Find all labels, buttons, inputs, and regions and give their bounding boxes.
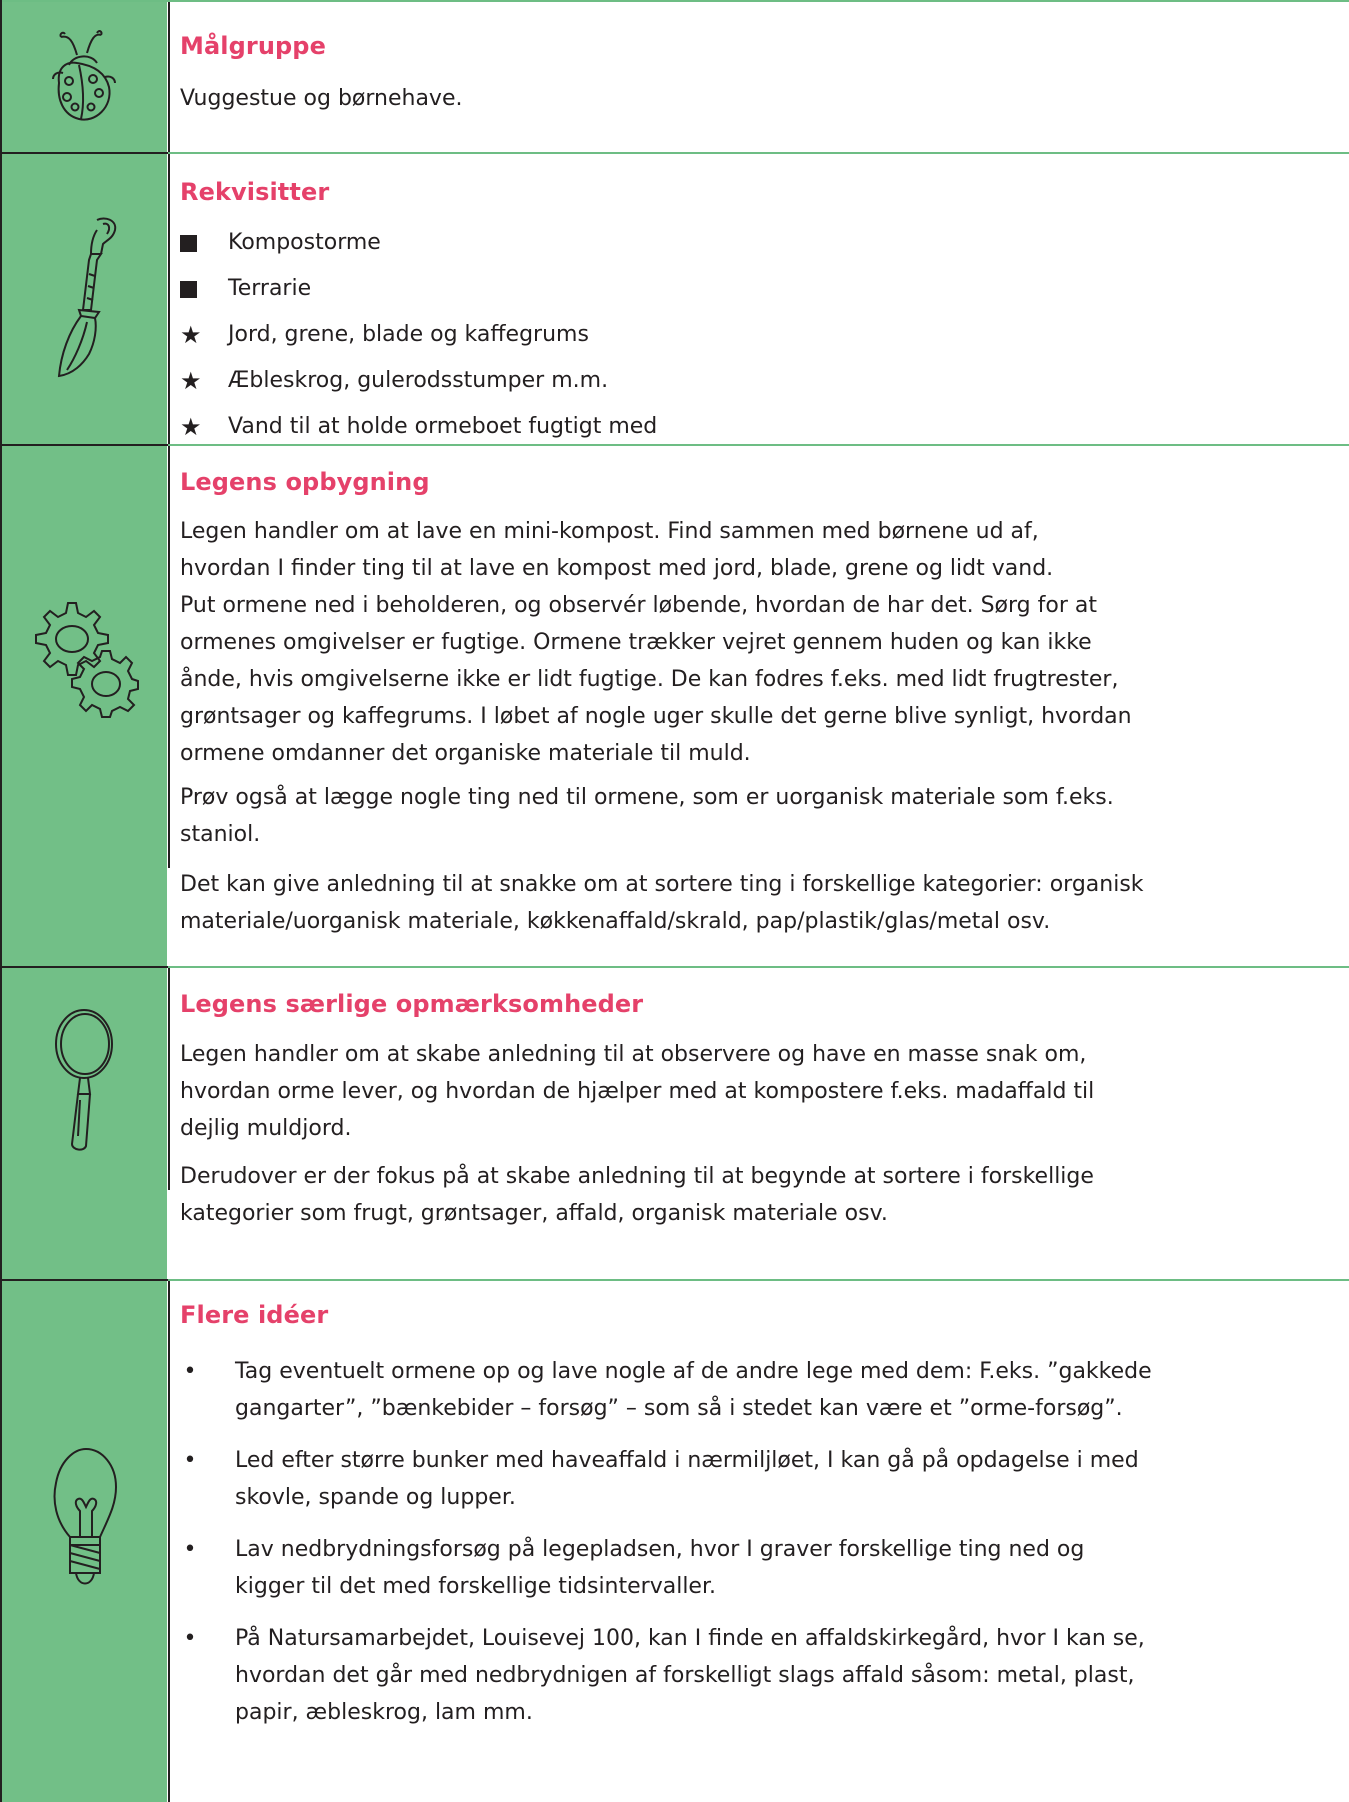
list-item: • Led efter større bunker med haveaffald i nærmiljløet, I kan gå på opdagelse i med skovle, spande og lupper.	[180, 1442, 1345, 1516]
bullet-icon: •	[183, 1448, 197, 1473]
ladybug-icon	[2, 2, 167, 152]
light-bulb-icon	[2, 1281, 167, 1761]
section-opbygning	[0, 446, 1349, 934]
section-ideer	[0, 1281, 1349, 1802]
square-bullet-icon	[180, 281, 208, 298]
section-content	[168, 446, 1349, 934]
bullet-icon: •	[183, 1626, 197, 1651]
section-opmaerksomheder	[0, 968, 1349, 1226]
paragraph: Derudover er der fokus på at skabe anledning til at begynde at sortere i forskellige kategorier som frugt, grøntsager, affald, organisk materiale osv.	[180, 1164, 1094, 1226]
section-heading: Legens særlige opmærksomheder	[180, 990, 644, 1018]
section-heading: Rekvisitter	[180, 178, 330, 206]
paragraph: Legen handler om at skabe anledning til at observere og have en masse snak om, hvordan orme lever, og hvordan de hjælper med at kompostere f.eks. madaffald til dejlig muldjord.	[180, 1042, 1095, 1141]
star-bullet-icon: ★	[180, 413, 202, 441]
star-bullet-icon: ★	[180, 367, 202, 395]
section-content	[168, 2, 1349, 152]
bullet-icon: •	[183, 1537, 197, 1562]
section-text: Vuggestue og børnehave.	[180, 86, 463, 111]
list-item: Terrarie	[180, 274, 311, 304]
paragraph: Legen handler om at lave en mini-kompost. Find sammen med børnene ud af, hvordan I finder ting til at lave en kompost med jord, blade, grene og lidt vand. Put ormene ned i beholderen, og observér løbende, hvordan de har det. Sørg for at ormenes omgivelser er fugtige. Ormene trækker vejret gennem huden og kan ikke ånde, hvis omgivelserne ikke er lidt fugtige. De kan fodres f.eks. med lidt frugtrester, grøntsager og kaffegrums. I løbet af nogle uger skulle det gerne blive synligt, hvordan ormene omdanner det organiske materiale til muld.	[180, 519, 1132, 766]
list-item: • Lav nedbrydningsforsøg på legepladsen, hvor I graver forskellige ting ned og kigger til det med forskellige tidsintervaller.	[180, 1531, 1345, 1605]
list-item: • På Natursamarbejdet, Louisevej 100, kan I finde en affaldskirkegård, hvor I kan se, hvordan det går med nedbrydnigen af forskelligt slags affald såsom: metal, plast, papir, æbleskrog, lam mm.	[180, 1620, 1345, 1731]
section-heading: Målgruppe	[180, 32, 326, 60]
list-item: ★ Vand til at holde ormeboet fugtigt med	[180, 413, 658, 441]
section-malgruppe	[0, 2, 1349, 152]
bullet-icon: •	[183, 1359, 197, 1384]
section-content	[168, 968, 1349, 1226]
gears-icon	[2, 446, 167, 868]
magnifying-glass-icon	[2, 968, 167, 1190]
section-heading: Flere idéer	[180, 1301, 329, 1329]
square-bullet-icon	[180, 235, 208, 252]
section-rekvisitter	[0, 154, 1349, 444]
star-bullet-icon: ★	[180, 321, 202, 349]
section-heading: Legens opbygning	[180, 468, 430, 496]
section-content	[168, 1281, 1349, 1802]
list-item: • Tag eventuelt ormene op og lave nogle af de andre lege med dem: F.eks. ”gakkede gangarter”, ”bænkebider – forsøg” – som så i stedet kan være et ”orme-forsøg”.	[180, 1353, 1345, 1427]
list-item: ★ Jord, grene, blade og kaffegrums	[180, 321, 589, 349]
section-content	[168, 154, 1349, 444]
paragraph: Prøv også at lægge nogle ting ned til ormene, som er uorganisk materiale som f.eks. staniol.	[180, 785, 1114, 847]
list-item: Kompostorme	[180, 228, 381, 258]
list-item: ★ Æbleskrog, gulerodsstumper m.m.	[180, 367, 609, 395]
shovel-icon	[2, 154, 167, 444]
paragraph: Det kan give anledning til at snakke om at sortere ting i forskellige kategorier: organisk materiale/uorganisk materiale, køkkenaffald/skrald, pap/plastik/glas/metal osv.	[180, 872, 1144, 934]
